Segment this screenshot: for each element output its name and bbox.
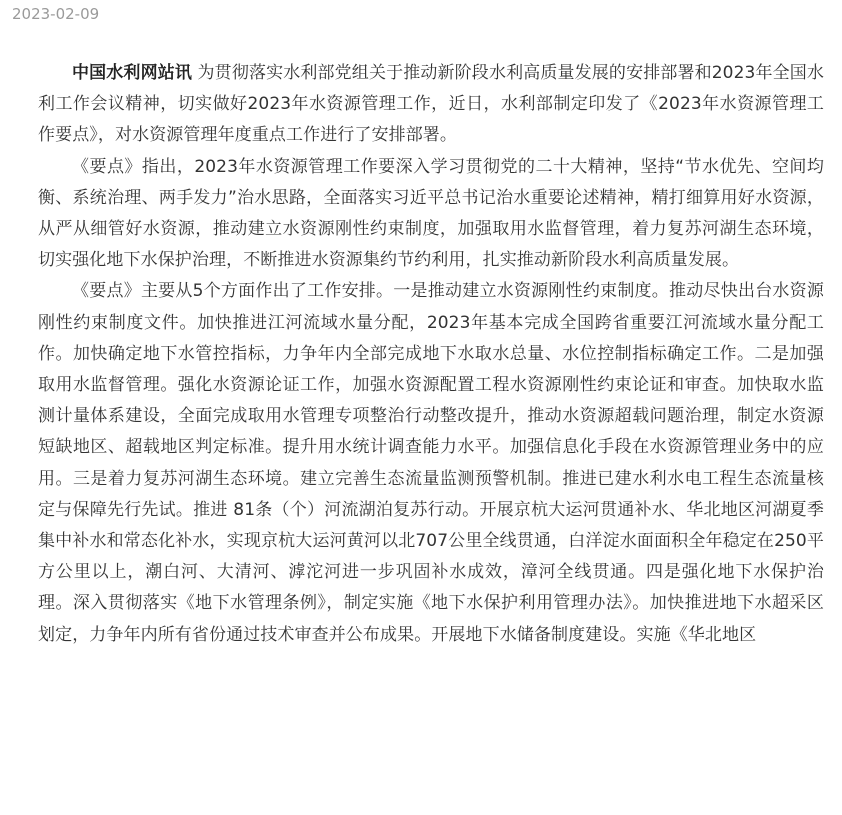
news-source: 中国水利网站讯 [72, 63, 192, 83]
article-paragraph-3: 《要点》主要从5个方面作出了工作安排。一是推动建立水资源刚性约束制度。推动尽快出台水资源刚性约束制度文件。加快推进江河流域水量分配，2023年基本完成全国跨省重要江河流域水量分配工作。加快确定地下水管控指标，力争年内全部完成地下水取水总量、水位控制指标确定工作。二是加强取用水监督管理。强化水资源论证工作，加强水资源配置工程水资源刚性约束论证和审查。加快取水监测计量体系建设，全面完成取用水管理专项整治行动整改提升，推动水资源超载问题治理，制定水资源短缺地区、超载地区判定标准。提升用水统计调查能力水平。加强信息化手段在水资源管理业务中的应用。三是着力复苏河湖生态环境。建立完善生态流量监测预警机制。推进已建水利水电工程生态流量核定与保障先行先试。推进 81条（个）河流湖泊复苏行动。开展京杭大运河贯通补水、华北地区河湖夏季集中补水和常态化补水，实现京杭大运河黄河以北707公里全线贯通，白洋淀水面面积全年稳定在250平方公里以上，潮白河、大清河、滹沱河进一步巩固补水成效，漳河全线贯通。四是强化地下水保护治理。深入贯彻落实《地下水管理条例》，制定实施《地下水保护利用管理办法》。加快推进地下水超采区划定，力争年内所有省份通过技术审查并公布成果。开展地下水储备制度建设。实施《华北地区 [38, 281, 824, 645]
article-paragraph-2: 《要点》指出，2023年水资源管理工作要深入学习贯彻党的二十大精神，坚持“节水优先、空间均衡、系统治理、两手发力”治水思路，全面落实习近平总书记治水重要论述精神，精打细算用好水资源，从严从细管好水资源，推动建立水资源刚性约束制度，加强取用水监督管理，着力复苏河湖生态环境，切实强化地下水保护治理，不断推进水资源集约节约利用，扎实推动新阶段水利高质量发展。 [38, 156, 824, 271]
paragraph-text: 为贯彻落实水利部党组关于推动新阶段水利高质量发展的安排部署和2023年全国水利工作会议精神，切实做好2023年水资源管理工作，近日，水利部制定印发了《2023年水资源管理工作要点》，对水资源管理年度重点工作进行了安排部署。 [38, 63, 824, 146]
publish-date: 2023-02-09 [12, 5, 100, 23]
article-body [38, 58, 824, 651]
article-paragraph-1 [38, 58, 824, 152]
